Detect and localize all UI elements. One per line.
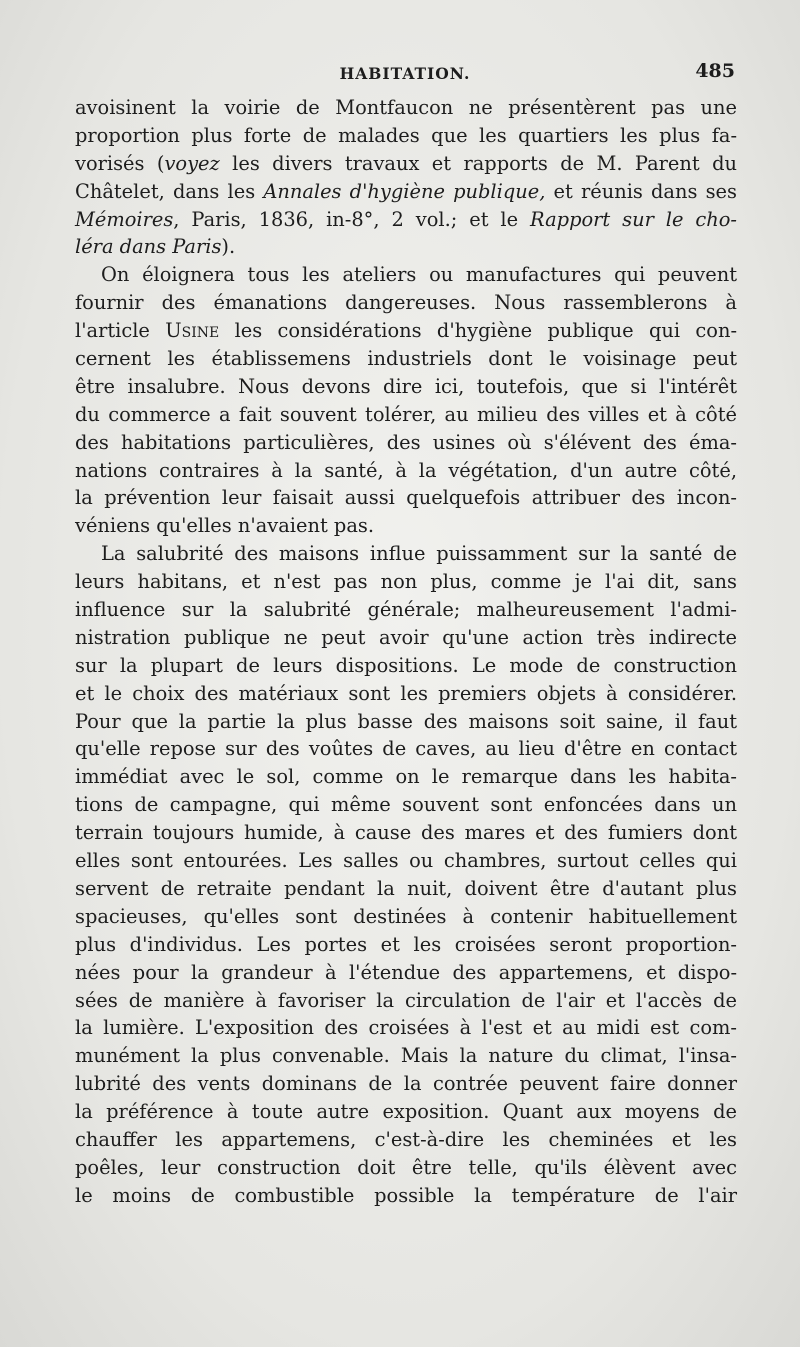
- text-line: cernent les établissemens industriels dont le voisinage peut: [75, 347, 737, 371]
- paragraph: [75, 540, 737, 1209]
- text-line: nistration publique ne peut avoir qu'une action très indirecte: [75, 625, 737, 649]
- text-line: tions de campagne, qui même souvent sont enfoncées dans un: [75, 793, 737, 817]
- text-body: [75, 94, 737, 1210]
- page-number: 485: [695, 60, 735, 82]
- text-line: chauffer les appartemens, c'est-à-dire les cheminées et les: [75, 1127, 737, 1151]
- text-line: munément la plus convenable. Mais la nature du climat, l'insa-: [75, 1044, 737, 1068]
- text-line: être insalubre. Nous devons dire ici, toutefois, que si l'intérêt: [75, 374, 737, 398]
- text-line: La salubrité des maisons influe puissamment sur la santé de: [101, 542, 737, 566]
- text-line: Châtelet, dans les Annales d'hygiène publique, et réunis dans ses: [75, 179, 737, 203]
- text-line: elles sont entourées. Les salles ou chambres, surtout celles qui: [75, 849, 737, 873]
- paragraph: [75, 261, 737, 540]
- text-line: du commerce a fait souvent tolérer, au milieu des villes et à côté: [75, 402, 737, 426]
- text-line: leurs habitans, et n'est pas non plus, comme je l'ai dit, sans: [75, 570, 737, 594]
- text-line: avoisinent la voirie de Montfaucon ne présentèrent pas une: [75, 96, 737, 119]
- text-line: lubrité des vents dominans de la contrée peuvent faire donner: [75, 1072, 737, 1096]
- text-line: véniens qu'elles n'avaient pas.: [75, 514, 375, 538]
- text-line: l'article Usine les considérations d'hygiène publique qui con-: [75, 319, 738, 343]
- text-line: terrain toujours humide, à cause des mares et des fumiers dont: [75, 821, 737, 845]
- text-line: fournir des émanations dangereuses. Nous rassemblerons à: [75, 291, 737, 315]
- text-line: proportion plus forte de malades que les quartiers les plus fa-: [75, 123, 737, 147]
- text-line: des habitations particulières, des usines où s'élévent des éma-: [75, 430, 737, 454]
- text-line: On éloignera tous les ateliers ou manufactures qui peuvent: [101, 263, 737, 287]
- text-line: la préférence à toute autre exposition. Quant aux moyens de: [75, 1100, 737, 1124]
- text-line: plus d'individus. Les portes et les croisées seront proportion-: [75, 932, 737, 956]
- text-line: sées de manière à favoriser la circulation de l'air et l'accès de: [75, 988, 737, 1012]
- text-line: léra dans Paris).: [75, 235, 236, 259]
- text-line: vorisés (voyez les divers travaux et rapports de M. Parent du: [75, 151, 737, 175]
- text-line: spacieuses, qu'elles sont destinées à contenir habituellement: [75, 904, 737, 928]
- text-line: sur la plupart de leurs dispositions. Le mode de construction: [75, 653, 737, 677]
- text-line: servent de retraite pendant la nuit, doivent être d'autant plus: [75, 876, 737, 900]
- running-title: HABITATION.: [339, 64, 471, 83]
- text-line: immédiat avec le sol, comme on le remarque dans les habita-: [75, 765, 737, 789]
- text-line: le moins de combustible possible la température de l'air: [75, 1183, 737, 1207]
- text-line: nations contraires à la santé, à la végétation, d'un autre côté,: [75, 458, 737, 482]
- paragraph: [75, 94, 737, 261]
- text-line: la prévention leur faisait aussi quelquefois attribuer des incon-: [75, 486, 737, 510]
- text-line: Mémoires, Paris, 1836, in-8°, 2 vol.; et le Rapport sur le cho-: [75, 207, 737, 231]
- text-line: nées pour la grandeur à l'étendue des appartemens, et dispo-: [75, 960, 737, 984]
- page-header: [75, 58, 735, 88]
- text-line: poêles, leur construction doit être telle, qu'ils élèvent avec: [75, 1155, 737, 1179]
- text-line: Pour que la partie la plus basse des maisons soit saine, il faut: [75, 709, 737, 733]
- text-line: la lumière. L'exposition des croisées à l'est et au midi est com-: [75, 1016, 737, 1040]
- text-line: qu'elle repose sur des voûtes de caves, au lieu d'être en contact: [75, 737, 737, 761]
- text-line: influence sur la salubrité générale; malheureusement l'admi-: [75, 598, 737, 622]
- text-line: et le choix des matériaux sont les premiers objets à considérer.: [75, 681, 737, 705]
